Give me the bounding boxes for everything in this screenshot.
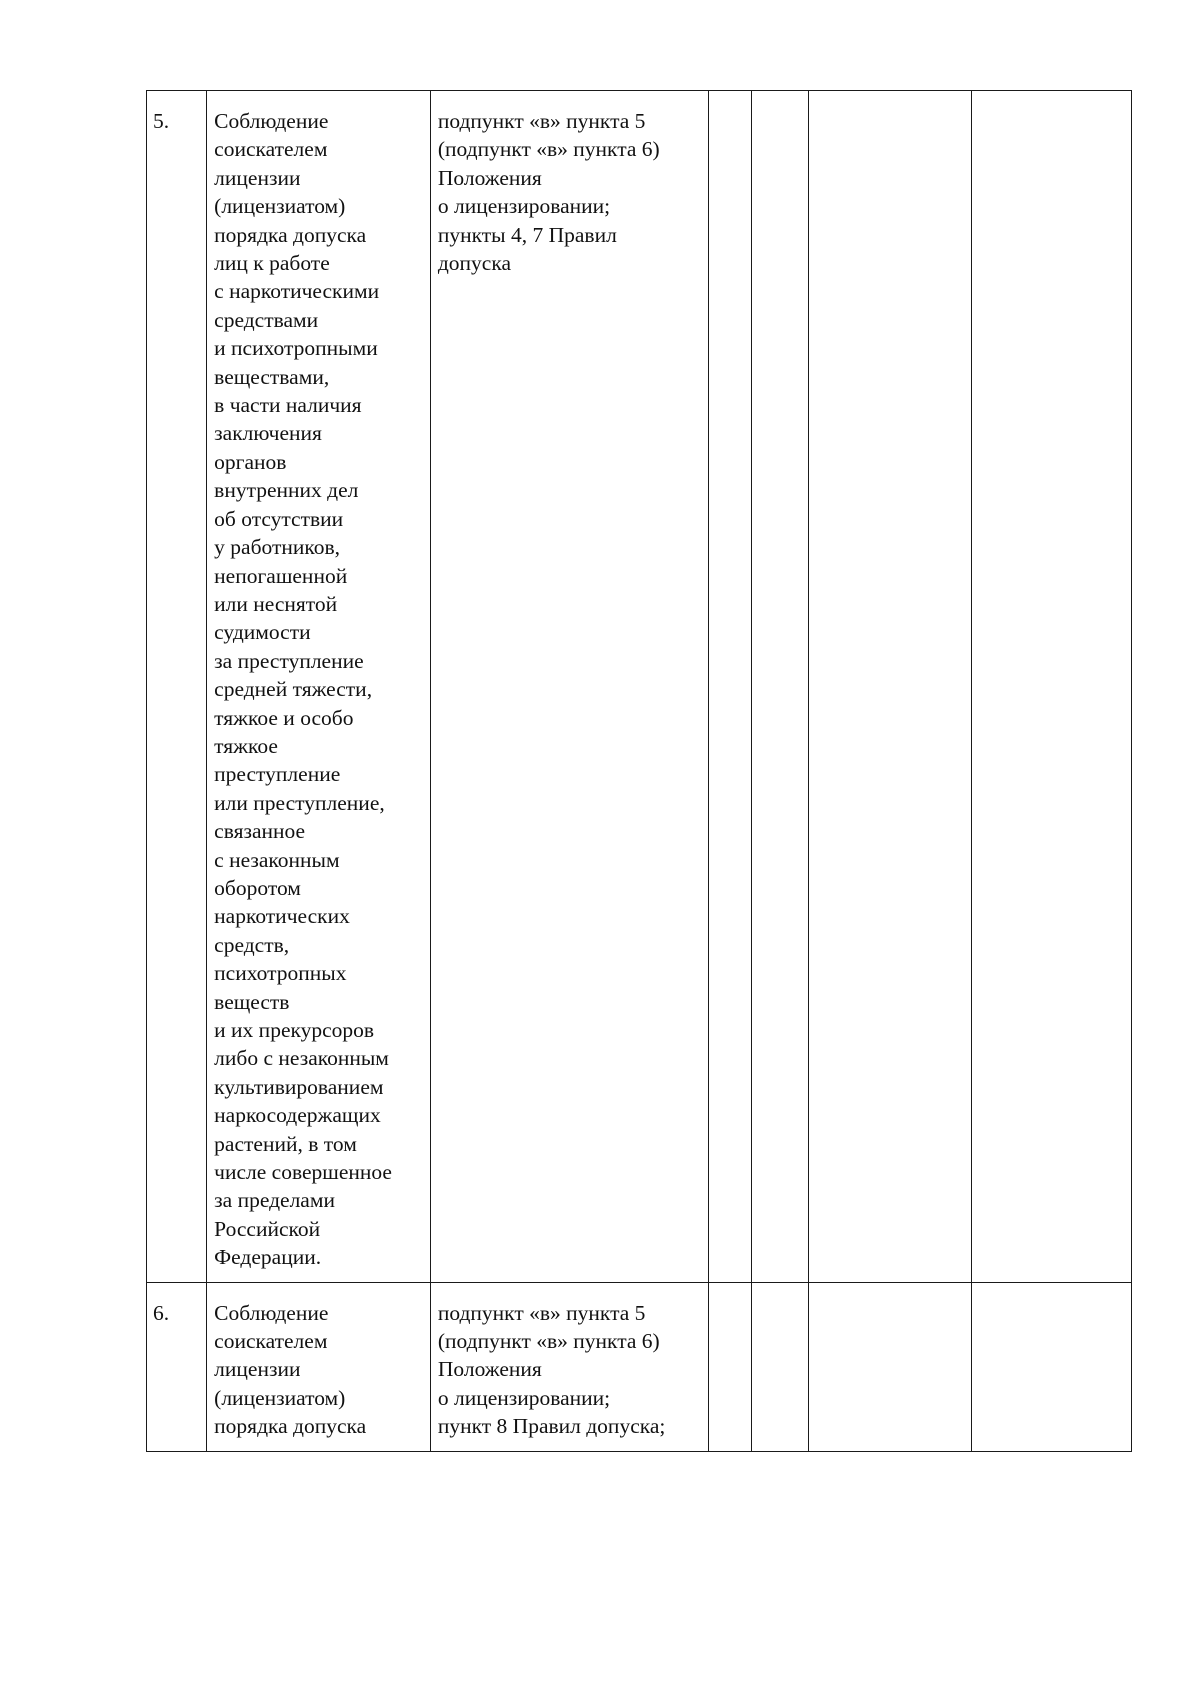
text-line: лицензии	[214, 165, 301, 190]
text-line: у работников,	[214, 535, 341, 560]
text-line: допуска	[437, 251, 511, 276]
reference-cell	[430, 91, 708, 1283]
text-line: подпункт «в» пункта 5	[437, 109, 646, 133]
text-line: культивированием	[214, 1074, 384, 1099]
text-line: (лицензиатом)	[214, 194, 346, 219]
text-line: числе совершенное	[214, 1160, 392, 1185]
table-row	[147, 91, 1132, 1283]
text-line: о лицензировании;	[437, 194, 611, 219]
text-line: о лицензировании;	[437, 1385, 611, 1410]
text-line: в части наличия	[214, 393, 362, 418]
text-line: Федерации.	[214, 1245, 322, 1270]
row-number-cell	[147, 91, 207, 1283]
text-line: Российской	[214, 1216, 321, 1241]
text-line: с незаконным	[214, 847, 340, 872]
answer-no-cell	[751, 91, 808, 1283]
reference-text	[431, 91, 708, 287]
requirement-text	[207, 91, 430, 1282]
text-line: Положения	[437, 1357, 542, 1382]
text-line: лицензии	[214, 1357, 301, 1382]
text-line: лиц к работе	[214, 251, 330, 276]
answer-yes-cell	[708, 1282, 751, 1451]
text-line: и психотропными	[214, 336, 378, 361]
text-line: порядка допуска	[214, 222, 367, 247]
text-line: заключения	[214, 421, 322, 446]
text-line: средств,	[214, 932, 290, 957]
text-line: пункт 8 Правил допуска;	[437, 1414, 666, 1439]
text-line: тяжкое	[214, 733, 278, 758]
row-number-cell	[147, 1282, 207, 1451]
text-line: соискателем	[214, 137, 328, 162]
table-row	[147, 1282, 1132, 1451]
row-number: 5.	[153, 109, 170, 133]
requirement-cell	[207, 1282, 431, 1451]
text-line: либо с незаконным	[214, 1046, 389, 1071]
note-cell	[972, 1282, 1132, 1451]
reference-cell	[430, 1282, 708, 1451]
text-line: об отсутствии	[214, 506, 344, 531]
requirement-cell	[207, 91, 431, 1283]
text-line: средствами	[214, 307, 319, 332]
text-line: за преступление	[214, 648, 364, 673]
text-line: (лицензиатом)	[214, 1385, 346, 1410]
text-line: Соблюдение	[214, 1300, 329, 1325]
text-line: и их прекурсоров	[214, 1018, 375, 1042]
note-cell	[972, 91, 1132, 1283]
text-line: Соблюдение	[214, 109, 329, 133]
requirement-text	[207, 1283, 430, 1451]
text-line: связанное	[214, 819, 306, 844]
text-line: психотропных	[214, 961, 347, 986]
text-line: (подпункт «в» пункта 6)	[437, 1329, 660, 1354]
row-number: 6.	[153, 1300, 170, 1325]
text-line: преступление	[214, 762, 341, 787]
answer-na-cell	[808, 91, 971, 1283]
text-line: соискателем	[214, 1329, 328, 1354]
checklist-table	[146, 90, 1132, 1452]
reference-text	[431, 1283, 708, 1451]
text-line: внутренних дел	[214, 478, 359, 503]
text-line: тяжкое и особо	[214, 705, 354, 730]
text-line: или преступление,	[214, 790, 385, 815]
text-line: веществ	[214, 989, 290, 1014]
text-line: органов	[214, 449, 287, 474]
text-line: судимости	[214, 620, 311, 645]
text-line: порядка допуска	[214, 1414, 367, 1439]
text-line: за пределами	[214, 1188, 335, 1213]
answer-na-cell	[808, 1282, 971, 1451]
text-line: непогашенной	[214, 563, 348, 588]
text-line: (подпункт «в» пункта 6)	[437, 137, 660, 162]
answer-no-cell	[751, 1282, 808, 1451]
text-line: наркосодержащих	[214, 1103, 381, 1128]
text-line: или неснятой	[214, 591, 338, 616]
text-line: Положения	[437, 165, 542, 190]
text-line: растений, в том	[214, 1131, 357, 1156]
text-line: веществами,	[214, 364, 330, 389]
text-line: с наркотическими	[214, 279, 380, 304]
text-line: пункты 4, 7 Правил	[437, 222, 617, 247]
answer-yes-cell	[708, 91, 751, 1283]
text-line: оборотом	[214, 875, 301, 900]
text-line: средней тяжести,	[214, 677, 373, 702]
text-line: наркотических	[214, 904, 350, 929]
text-line: подпункт «в» пункта 5	[437, 1300, 646, 1325]
